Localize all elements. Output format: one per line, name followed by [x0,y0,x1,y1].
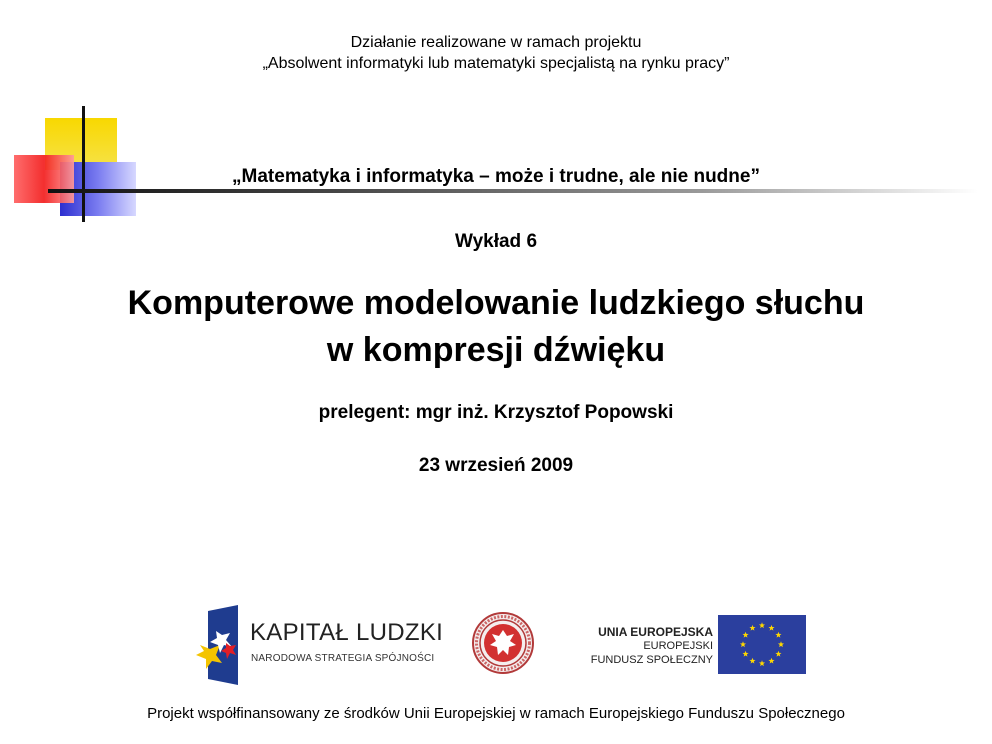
eu-fund-label [583,625,713,667]
date: 23 wrzesień 2009 [418,455,574,476]
main-title-line-2: w kompresji dźwięku [326,331,666,369]
kapital-ludzki-logo [190,605,444,685]
header-line-1: Działanie realizowane w ramach projektu [350,34,642,51]
deco-horizontal-line [48,189,978,193]
kapital-ludzki-subtitle: NARODOWA STRATEGIA SPÓJNOŚCI [251,653,435,664]
header-line-2: „Absolwent informatyki lub matematyki specjalistą na rynku pracy” [262,55,730,72]
eu-flag-icon [718,615,806,674]
kapital-ludzki-icon [190,605,250,685]
kapital-ludzki-name: KAPITAŁ LUDZKI [250,619,444,646]
lecture-number: Wykład 6 [454,231,538,252]
main-title-line-1: Komputerowe modelowanie ludzkiego słuchu [127,284,865,322]
eu-fund-label-line2: EUROPEJSKI [643,640,713,652]
deco-vertical-line [82,106,85,222]
series-title: „Matematyka i informatyka – może i trudne, ale nie nudne” [232,166,760,187]
presenter: prelegent: mgr inż. Krzysztof Popowski [318,402,674,423]
footer-note: Projekt współfinansowany ze środków Unii Europejskiej w ramach Europejskiego Funduszu Społecznego [147,705,845,722]
university-seal-icon [472,612,534,674]
eu-fund-label-line3: FUNDUSZ SPOŁECZNY [590,654,713,666]
eu-union-label: UNIA EUROPEJSKA [598,625,713,639]
